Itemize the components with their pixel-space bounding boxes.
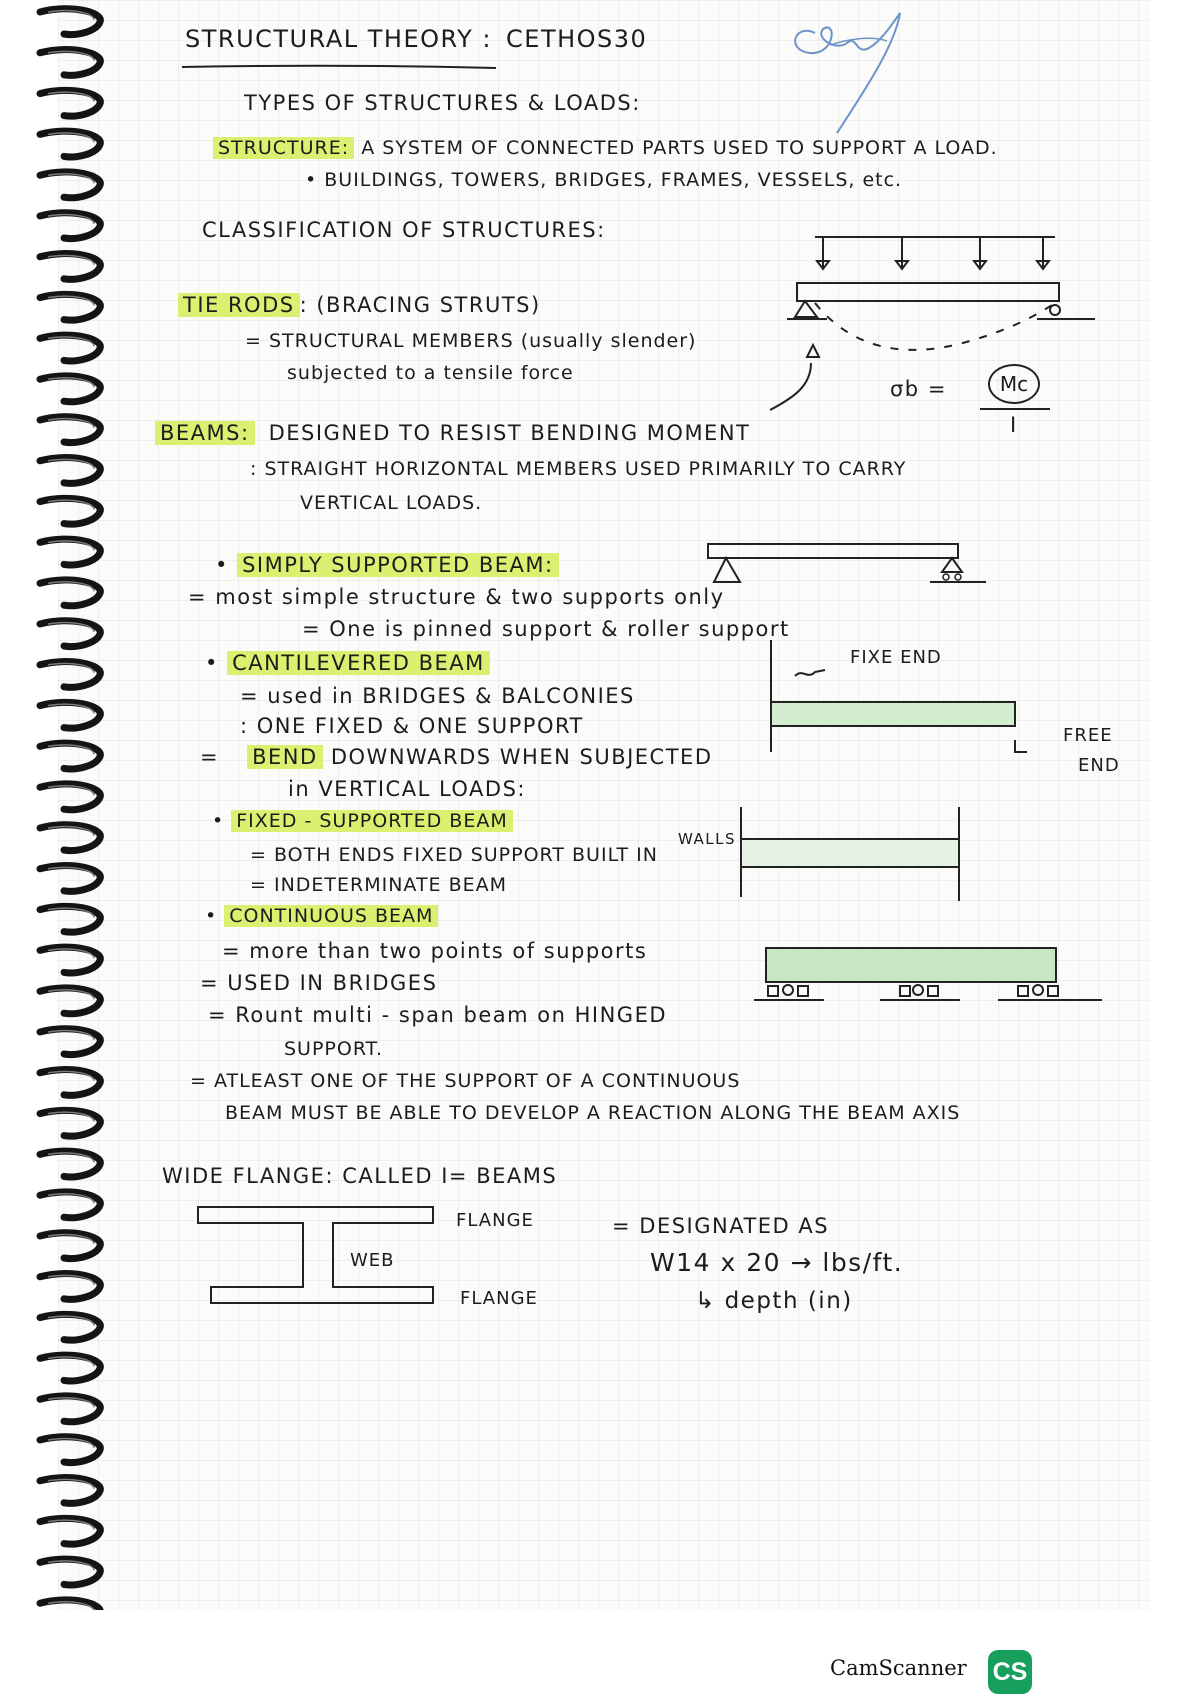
formula-numerator: Mc <box>988 364 1040 404</box>
fixed-supported-line-2: = INDETERMINATE BEAM <box>250 874 508 896</box>
spiral-coil <box>40 866 100 892</box>
simply-supported-line-1: = most simple structure & two supports only <box>188 585 725 609</box>
formula-fraction-bar <box>980 408 1050 410</box>
spiral-coil <box>40 947 100 973</box>
beams-heading <box>155 420 750 446</box>
spiral-coil <box>40 498 100 524</box>
camscanner-watermark <box>830 1650 1050 1694</box>
cantilevered-line-3-rest: DOWNWARDS WHEN SUBJECTED <box>330 745 713 769</box>
spiral-coil <box>40 417 100 443</box>
spiral-coil <box>40 131 100 157</box>
continuous-line-2: = USED IN BRIDGES <box>200 971 438 995</box>
signature <box>775 5 950 140</box>
spiral-coil <box>40 580 100 606</box>
spiral-coil <box>40 1070 100 1096</box>
simply-supported-diagram <box>700 538 1000 588</box>
page-title <box>185 26 647 52</box>
spiral-coil <box>40 254 100 280</box>
cantilevered-line-4: in VERTICAL LOADS: <box>288 777 526 801</box>
title-underline <box>180 62 500 72</box>
tie-rods-line-1: = STRUCTURAL MEMBERS (usually slender) <box>245 330 697 352</box>
spiral-coil <box>40 988 100 1014</box>
spiral-coil <box>40 1559 100 1585</box>
structure-examples: • BUILDINGS, TOWERS, BRIDGES, FRAMES, VESSELS, etc. <box>305 169 903 191</box>
beams-line-3: VERTICAL LOADS. <box>300 492 483 514</box>
classification-heading: CLASSIFICATION OF STRUCTURES: <box>202 218 606 242</box>
spiral-coil <box>40 376 100 402</box>
i-beam-diagram <box>195 1203 440 1323</box>
spiral-coil <box>40 294 100 320</box>
cantilevered-line-3: = BEND DOWNWARDS WHEN SUBJECTED <box>200 745 713 769</box>
fixed-supported-heading: • FIXED - SUPPORTED BEAM <box>212 808 513 834</box>
spiral-coil <box>40 1110 100 1136</box>
spiral-coil <box>40 1518 100 1544</box>
continuous-line-6: BEAM MUST BE ABLE TO DEVELOP A REACTION ALONG THE BEAM AXIS <box>225 1102 961 1124</box>
walls-label: WALLS <box>678 830 737 848</box>
tie-rods-line-2: subjected to a tensile force <box>287 362 574 384</box>
spiral-coil <box>40 825 100 851</box>
continuous-line-4: SUPPORT. <box>284 1038 384 1060</box>
spiral-binding <box>0 0 130 1610</box>
camscanner-logo-icon: CS <box>988 1650 1032 1694</box>
w-section-designation: W14 x 20 → lbs/ft. <box>650 1248 904 1277</box>
continuous-beam-diagram <box>750 942 1110 1012</box>
cantilevered-line-2: : ONE FIXED & ONE SUPPORT <box>240 714 584 738</box>
structure-definition <box>213 135 998 161</box>
flange-bottom-label: FLANGE <box>460 1288 538 1309</box>
beams-term: BEAMS: <box>155 421 255 445</box>
spiral-coil <box>40 743 100 769</box>
spiral-coil <box>40 906 100 932</box>
spiral-coil <box>40 1396 100 1422</box>
web-label: WEB <box>350 1250 395 1271</box>
formula-lhs: σb = <box>890 377 947 401</box>
spiral-coil <box>40 1192 100 1218</box>
spiral-coil <box>40 1274 100 1300</box>
structure-term: STRUCTURE: <box>213 137 354 159</box>
spiral-coil <box>40 784 100 810</box>
structure-text: A SYSTEM OF CONNECTED PARTS USED TO SUPPORT A LOAD. <box>361 137 998 159</box>
cantilevered-title: CANTILEVERED BEAM <box>227 651 490 675</box>
spiral-coil <box>40 172 100 198</box>
formula-denominator: I <box>1010 413 1018 437</box>
cantilevered-heading: • CANTILEVERED BEAM <box>205 650 490 676</box>
loaded-beam-diagram <box>775 225 1105 435</box>
simply-supported-line-2: = One is pinned support & roller support <box>302 617 790 641</box>
free-end-label-1: FREE <box>1063 725 1113 746</box>
title-text: STRUCTURAL THEORY : <box>185 25 493 53</box>
fixed-end-label: FIXE END <box>850 647 942 668</box>
spiral-coil <box>40 539 100 565</box>
flange-top-label: FLANGE <box>456 1210 534 1231</box>
spiral-coil <box>40 1355 100 1381</box>
spiral-coil <box>40 213 100 239</box>
spiral-coil <box>40 621 100 647</box>
simply-supported-heading: • SIMPLY SUPPORTED BEAM: <box>215 552 559 578</box>
simply-supported-title: SIMPLY SUPPORTED BEAM: <box>237 553 559 577</box>
designated-as-text: = DESIGNATED AS <box>612 1214 830 1238</box>
spiral-coil <box>40 1029 100 1055</box>
spiral-coil <box>40 702 100 728</box>
spiral-coil <box>40 1437 100 1463</box>
spiral-coil <box>40 1151 100 1177</box>
spiral-coil <box>40 335 100 361</box>
spiral-coil <box>40 1314 100 1340</box>
tie-rods-heading <box>178 292 541 318</box>
cantilevered-bend-word: BEND <box>247 745 323 769</box>
camscanner-brand: CamScanner <box>830 1656 967 1680</box>
free-end-label-2: END <box>1078 755 1120 776</box>
fixed-supported-line-1: = BOTH ENDS FIXED SUPPORT BUILT IN <box>250 844 658 866</box>
wide-flange-heading: WIDE FLANGE: CALLED I= BEAMS <box>162 1164 558 1188</box>
spiral-coil <box>40 9 100 35</box>
fixed-supported-diagram <box>735 805 970 905</box>
tie-rods-term: TIE RODS <box>178 293 300 317</box>
beams-line-1: DESIGNED TO RESIST BENDING MOMENT <box>268 421 751 445</box>
fixed-supported-title: FIXED - SUPPORTED BEAM <box>231 810 513 832</box>
continuous-line-5: = ATLEAST ONE OF THE SUPPORT OF A CONTINUOUS <box>190 1070 741 1092</box>
spiral-coil <box>40 50 100 76</box>
spiral-coil <box>40 662 100 688</box>
continuous-line-3: = Rount multi - span beam on HINGED <box>208 1003 668 1027</box>
continuous-line-1: = more than two points of supports <box>222 939 648 963</box>
spiral-coil <box>40 458 100 484</box>
course-code: CETHOS30 <box>506 25 648 53</box>
spiral-coil <box>40 1600 100 1610</box>
spiral-coil <box>40 1478 100 1504</box>
tie-rods-paren: : (BRACING STRUTS) <box>299 293 541 317</box>
spiral-coil <box>40 1233 100 1259</box>
beams-line-2: : STRAIGHT HORIZONTAL MEMBERS USED PRIMARILY TO CARRY <box>250 458 907 480</box>
spiral-coil <box>40 90 100 116</box>
section-subtitle: TYPES OF STRUCTURES & LOADS: <box>244 91 641 115</box>
depth-note: ↳ depth (in) <box>695 1288 853 1314</box>
cantilevered-line-1: = used in BRIDGES & BALCONIES <box>240 684 635 708</box>
continuous-title: CONTINUOUS BEAM <box>224 905 438 927</box>
continuous-heading: • CONTINUOUS BEAM <box>205 903 438 929</box>
